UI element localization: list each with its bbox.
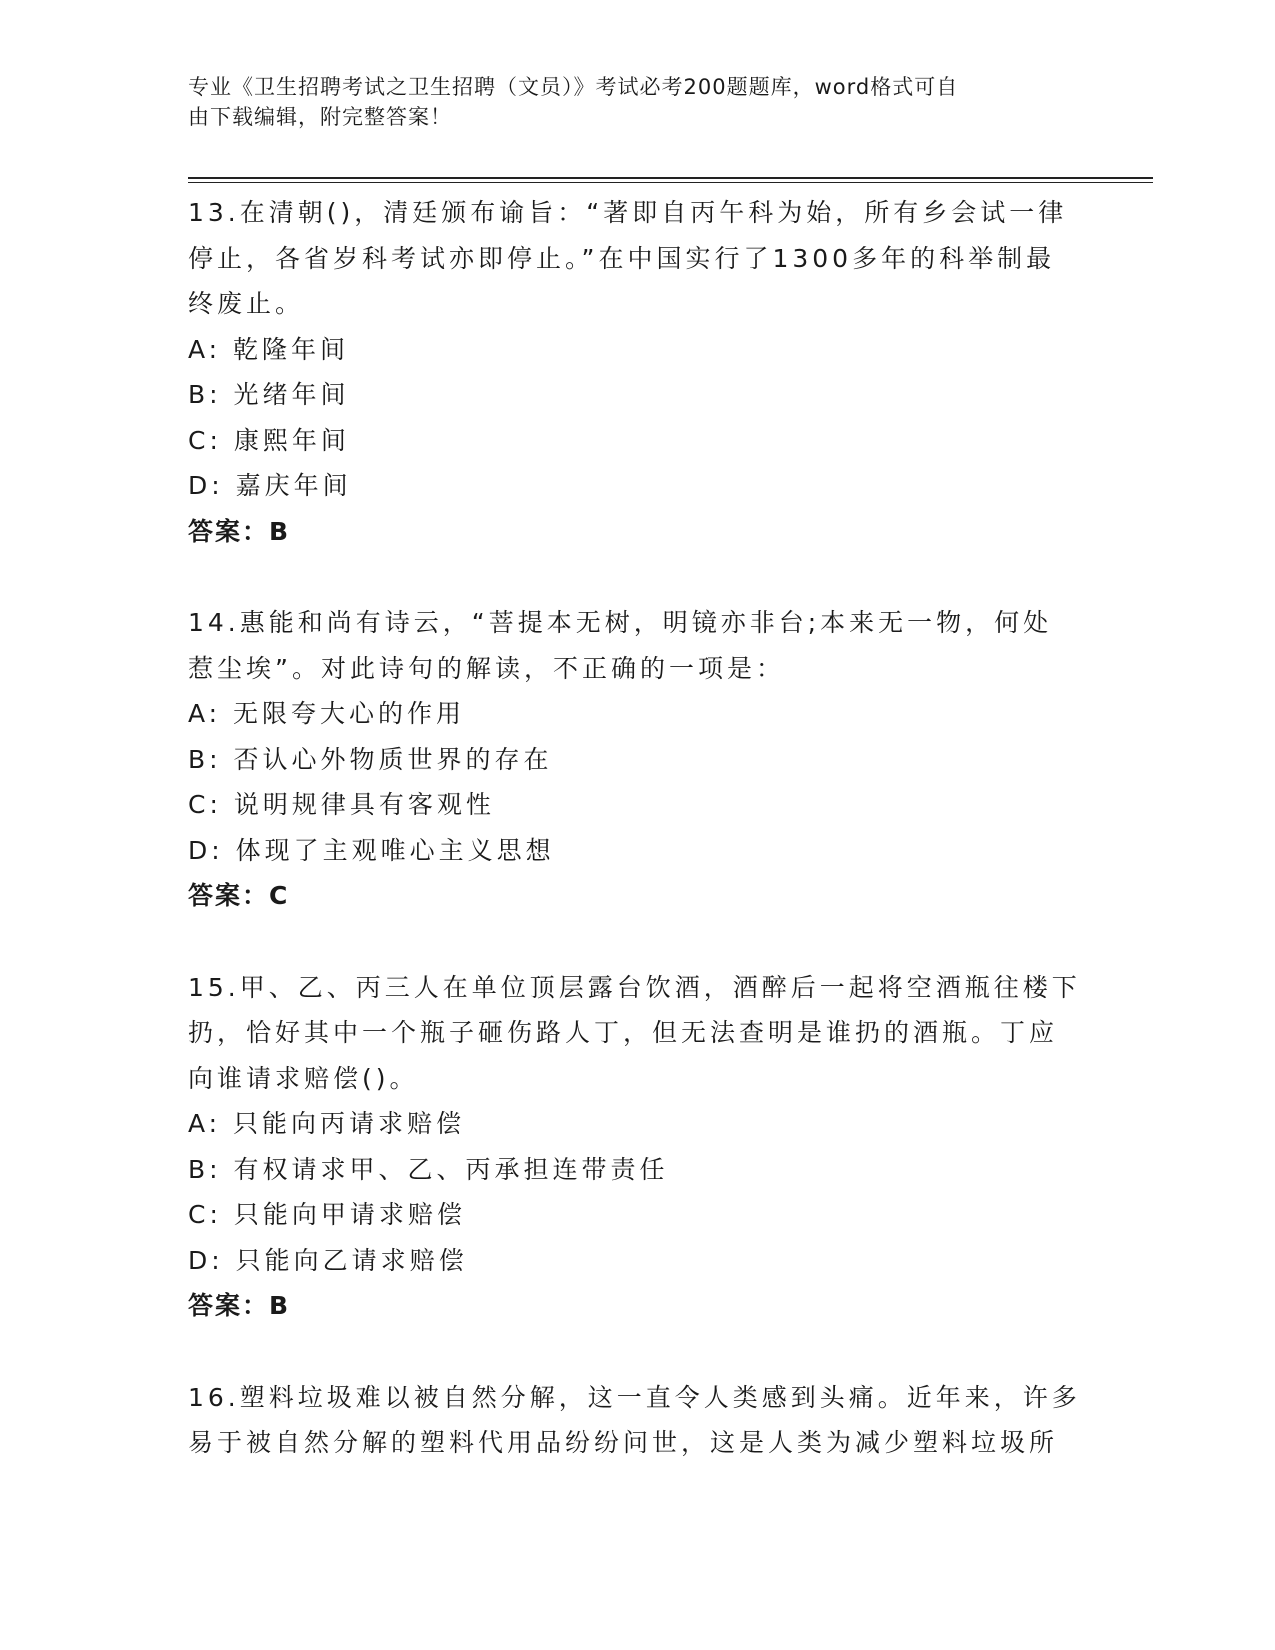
option-b: B: 有权请求甲、乙、丙承担连带责任 <box>188 1154 669 1184</box>
question-text-line: 向谁请求赔偿()。 <box>188 1063 419 1093</box>
question-text-line: 14.惠能和尚有诗云，“菩提本无树，明镜亦非台;本来无一物，何处 <box>188 608 1053 637</box>
question-text-line: 终废止。 <box>188 289 305 318</box>
question-list <box>188 190 1088 1512</box>
answer-line: 答案：B <box>188 516 291 546</box>
option-a: A: 无限夸大心的作用 <box>188 699 466 728</box>
option-c: C: 康熙年间 <box>188 425 350 455</box>
question-15 <box>188 965 1088 1329</box>
option-b: B: 否认心外物质世界的存在 <box>188 744 553 774</box>
question-text-line: 易于被自然分解的塑料代用品纷纷问世，这是人类为减少塑料垃圾所 <box>188 1428 1059 1457</box>
option-b: B: 光绪年间 <box>188 380 350 409</box>
option-c: C: 说明规律具有客观性 <box>188 790 495 819</box>
question-text-line: 惹尘埃”。对此诗句的解读，不正确的一项是： <box>188 653 785 683</box>
option-c: C: 只能向甲请求赔偿 <box>188 1200 466 1229</box>
answer-line: 答案：C <box>188 881 290 910</box>
question-text-line: 15.甲、乙、丙三人在单位顶层露台饮酒，酒醉后一起将空酒瓶往楼下 <box>188 972 1081 1002</box>
question-text-line: 扔，恰好其中一个瓶子砸伤路人丁，但无法查明是谁扔的酒瓶。丁应 <box>188 1018 1059 1047</box>
option-a: A: 只能向丙请求赔偿 <box>188 1109 466 1138</box>
option-d: D: 嘉庆年间 <box>188 471 352 500</box>
question-text-line: 停止，各省岁科考试亦即停止。”在中国实行了1300多年的科举制最 <box>188 243 1056 273</box>
option-d: D: 只能向乙请求赔偿 <box>188 1245 468 1275</box>
question-text-line: 13.在清朝()，清廷颁布谕旨：“著即自丙午科为始，所有乡会试一律 <box>188 198 1068 227</box>
header-line-1: 专业《卫生招聘考试之卫生招聘（文员）》考试必考200题题库，word格式可自 <box>188 75 959 99</box>
option-d: D: 体现了主观唯心主义思想 <box>188 835 555 865</box>
question-14 <box>188 600 1088 919</box>
question-text-line: 16.塑料垃圾难以被自然分解，这一直令人类感到头痛。近年来，许多 <box>188 1382 1081 1412</box>
option-a: A: 乾隆年间 <box>188 334 350 364</box>
document-header <box>188 72 1068 132</box>
header-divider <box>188 177 1153 183</box>
question-16 <box>188 1375 1088 1466</box>
answer-line: 答案：B <box>188 1291 291 1320</box>
header-line-2: 由下载编辑，附完整答案！ <box>188 105 452 129</box>
question-13 <box>188 190 1088 554</box>
